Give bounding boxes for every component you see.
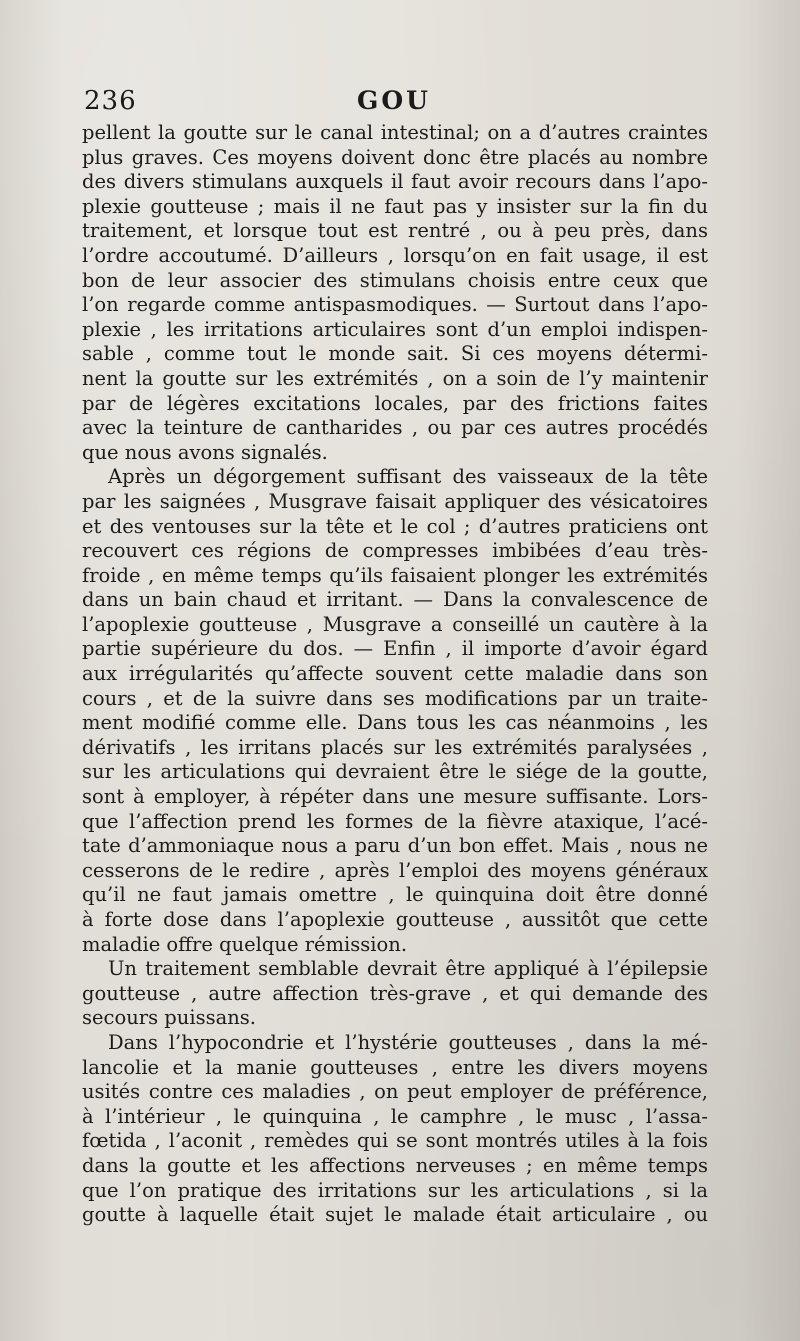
text-line: que nous avons signalés. <box>82 440 328 464</box>
text-line: secours puissans. <box>82 1006 256 1030</box>
text-line: Un traitement semblable devrait être appliqué à l’épilepsie <box>108 957 708 981</box>
text-line: ment modifié comme elle. Dans tous les cas néanmoins , les <box>82 711 708 735</box>
text-line: usités contre ces maladies , on peut employer de préférence, <box>82 1080 708 1104</box>
text-line: sable , comme tout le monde sait. Si ces moyens détermi- <box>82 342 708 366</box>
text-line: des divers stimulans auxquels il faut avoir recours dans l’apo- <box>82 170 708 194</box>
page-header <box>84 86 704 126</box>
text-line: nent la goutte sur les extrémités , on a soin de l’y maintenir <box>82 366 708 390</box>
text-line: avec la teinture de cantharides , ou par ces autres procédés <box>82 416 708 440</box>
text-line: l’apoplexie goutteuse , Musgrave a conseillé un cautère à la <box>82 612 708 636</box>
body-text <box>82 121 708 1228</box>
text-line: que l’affection prend les formes de la fièvre ataxique, l’acé- <box>82 809 708 833</box>
text-line: froide , en même temps qu’ils faisaient plonger les extrémités <box>82 563 708 587</box>
text-line: Après un dégorgement suffisant des vaisseaux de la tête <box>108 465 708 489</box>
text-line: par les saignées , Musgrave faisait appliquer des vésicatoires <box>82 489 708 513</box>
text-line: l’ordre accoutumé. D’ailleurs , lorsqu’on en fait usage, il est <box>82 243 708 267</box>
text-line: fœtida , l’aconit , remèdes qui se sont montrés utiles à la fois <box>82 1129 708 1153</box>
text-line: dérivatifs , les irritans placés sur les extrémités paralysées , <box>82 735 708 759</box>
text-line: Dans l’hypocondrie et l’hystérie goutteuses , dans la mé- <box>108 1030 708 1054</box>
text-line: qu’il ne faut jamais omettre , le quinquina doit être donné <box>82 883 708 907</box>
text-line: à forte dose dans l’apoplexie goutteuse , aussitôt que cette <box>82 908 708 931</box>
text-line: partie supérieure du dos. — Enfin , il importe d’avoir égard <box>82 637 708 661</box>
text-line: plexie , les irritations articulaires sont d’un emploi indispen- <box>82 317 708 341</box>
text-line: maladie offre quelque rémission. <box>82 932 408 956</box>
running-head: GOU <box>357 86 431 115</box>
text-line: pellent la goutte sur le canal intestinal; on a d’autres craintes <box>82 121 708 144</box>
text-line: cours , et de la suivre dans ses modifications par un traite- <box>82 686 708 710</box>
text-line: plexie goutteuse ; mais il ne faut pas y insister sur la fin du <box>82 194 708 218</box>
text-line: à l’intérieur , le quinquina , le camphre , le musc , l’assa- <box>82 1104 708 1128</box>
text-line: recouvert ces régions de compresses imbibées d’eau très- <box>82 539 708 563</box>
text-line: traitement, et lorsque tout est rentré , ou à peu près, dans <box>82 219 708 243</box>
text-line: et des ventouses sur la tête et le col ; d’autres praticiens ont <box>82 514 708 538</box>
page-number: 236 <box>84 86 137 116</box>
text-line: bon de leur associer des stimulans choisis entre ceux que <box>82 268 708 292</box>
text-line: plus graves. Ces moyens doivent donc être placés au nombre <box>82 145 708 169</box>
text-line: sont à employer, à répéter dans une mesure suffisante. Lors- <box>82 785 708 809</box>
text-line: aux irrégularités qu’affecte souvent cette maladie dans son <box>82 662 708 686</box>
text-line: que l’on pratique des irritations sur les articulations , si la <box>82 1178 708 1202</box>
text-line: l’on regarde comme antispasmodiques. — Surtout dans l’apo- <box>82 293 708 317</box>
text-line: lancolie et la manie goutteuses , entre les divers moyens <box>82 1055 708 1079</box>
text-line: cesserons de le redire , après l’emploi des moyens généraux <box>82 858 708 882</box>
text-line: dans un bain chaud et irritant. — Dans la convalescence de <box>82 588 708 612</box>
text-line: goutteuse , autre affection très-grave , et qui demande des <box>82 981 708 1005</box>
text-line: sur les articulations qui devraient être le siége de la goutte, <box>82 760 708 784</box>
text-line: tate d’ammoniaque nous a paru d’un bon effet. Mais , nous ne <box>82 834 708 858</box>
text-line: dans la goutte et les affections nerveuses ; en même temps <box>82 1153 708 1177</box>
text-line: goutte à laquelle était sujet le malade était articulaire , ou <box>82 1203 708 1227</box>
text-line: par de légères excitations locales, par des frictions faites <box>82 391 708 415</box>
